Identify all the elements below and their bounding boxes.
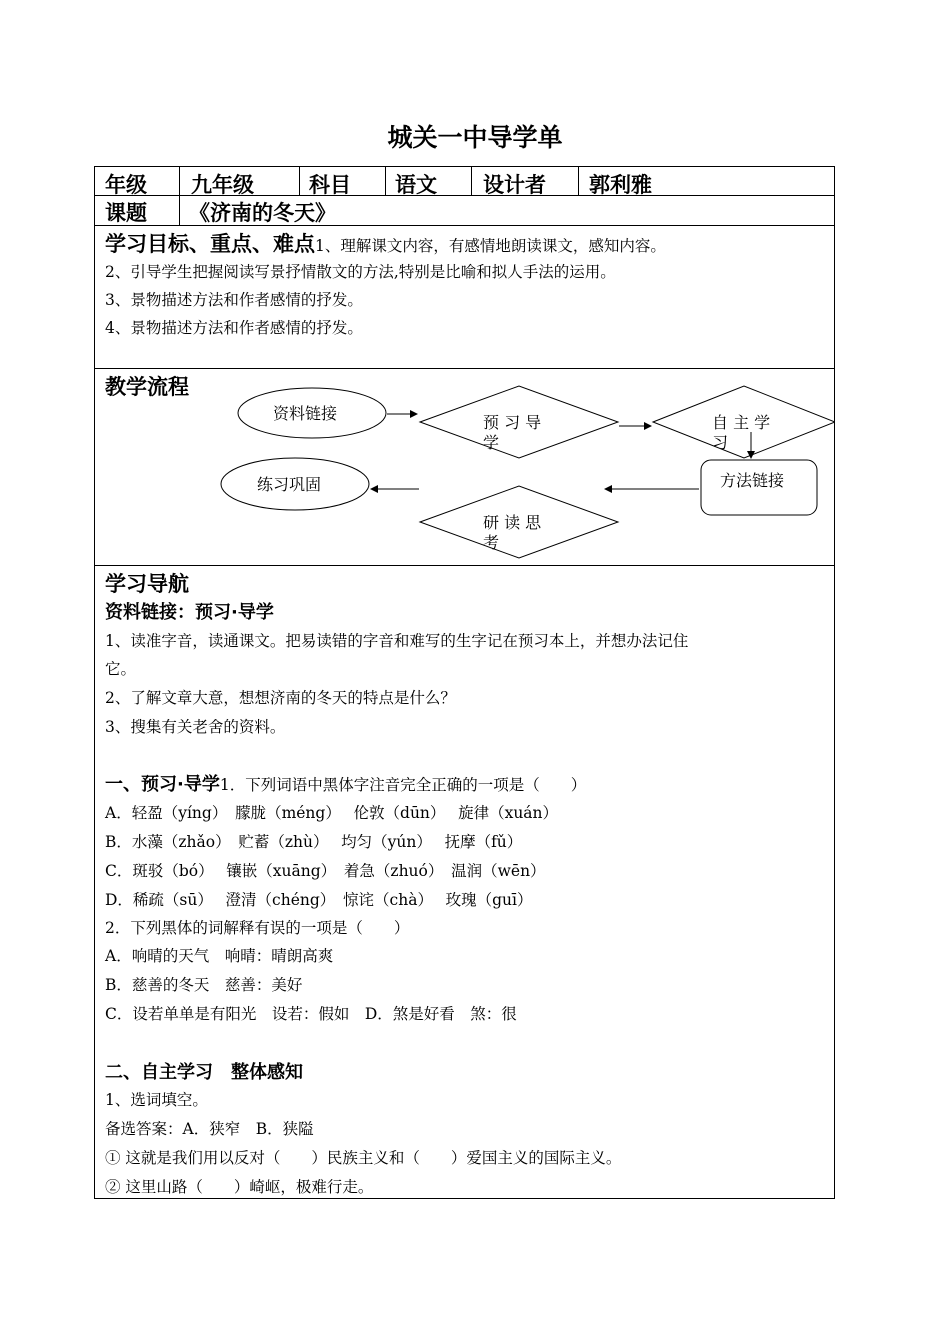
materials-node-label: 资料链接 — [273, 404, 338, 423]
nav-line: 它。 — [105, 660, 137, 678]
table-divider — [471, 167, 472, 195]
answer-option: C．设若单单是有阳光 设若：假如 D．煞是好看 煞：很 — [105, 1005, 517, 1023]
self-study-node-label: 自 主 学 — [712, 413, 771, 432]
answer-option: C．斑驳（bó） 镶嵌（xuāng） 着急（zhuó） 温润（wēn） — [105, 862, 546, 880]
preview-node-label: 学 — [483, 433, 500, 452]
section2-line: 1、选词填空。 — [105, 1091, 208, 1109]
answer-option: A．轻盈（yíng） 朦胧（méng） 伦敦（dūn） 旋律（xuán） — [105, 804, 559, 822]
designer-value: 郭利雅 — [589, 173, 652, 197]
table-divider — [95, 565, 834, 566]
nav-line: 1、读准字音，读通课文。把易读错的字音和难写的生字记在预习本上，并想办法记住 — [105, 632, 689, 650]
question-text: 1．下列词语中黑体字注音完全正确的一项是（ ） — [219, 776, 587, 794]
nav-heading: 学习导航 — [105, 572, 189, 596]
section2-line: 备选答案：A．狭窄 B．狭隘 — [105, 1120, 314, 1138]
research-node-label: 研 读 思 — [483, 513, 542, 532]
answer-option: B．水藻（zhǎo） 贮蓄（zhù） 均匀（yún） 抚摩（fǔ） — [105, 833, 523, 851]
answer-option: A．响晴的天气 响晴：晴朗高爽 — [105, 947, 334, 965]
objectives-heading: 学习目标、重点、难点 — [105, 232, 315, 256]
nav-line: 3、搜集有关老舍的资料。 — [105, 718, 286, 736]
table-divider — [385, 167, 386, 195]
method-node-label: 方法链接 — [720, 471, 785, 490]
objectives-line-1 — [105, 228, 666, 258]
table-divider — [299, 167, 300, 195]
flow-heading: 教学流程 — [105, 375, 189, 399]
teaching-flow-diagram — [95, 368, 835, 565]
guide-table — [94, 166, 835, 1199]
objective-item: 2、引导学生把握阅读写景抒情散文的方法,特别是比喻和拟人手法的运用。 — [105, 263, 616, 281]
research-node-label: 考 — [483, 533, 500, 552]
practice-node-label: 练习巩固 — [257, 475, 322, 494]
section2-heading: 二、自主学习 整体感知 — [105, 1062, 303, 1083]
designer-label: 设计者 — [483, 173, 546, 197]
section2-line: ② 这里山路（ ）崎岖，极难行走。 — [105, 1178, 374, 1196]
page-title: 城关一中导学单 — [387, 123, 563, 152]
objective-item: 1、理解课文内容，有感情地朗读课文，感知内容。 — [315, 237, 666, 255]
topic-label: 课题 — [105, 201, 147, 225]
answer-option: B．慈善的冬天 慈善：美好 — [105, 976, 303, 994]
objective-item: 4、景物描述方法和作者感情的抒发。 — [105, 319, 363, 337]
question-text: 2．下列黑体的词解释有误的一项是（ ） — [105, 919, 410, 937]
subject-value: 语文 — [395, 173, 437, 197]
grade-value: 九年级 — [191, 173, 254, 197]
grade-label: 年级 — [105, 173, 147, 197]
preview-node-label: 预 习 导 — [483, 413, 542, 432]
table-divider — [578, 167, 579, 195]
section1-q1-line — [105, 770, 586, 796]
nav-subheading: 资料链接：预习·导学 — [105, 602, 274, 623]
topic-value: 《济南的冬天》 — [189, 201, 336, 225]
self-study-node-label: 习 — [712, 433, 729, 452]
nav-line: 2、了解文章大意，想想济南的冬天的特点是什么？ — [105, 689, 456, 707]
subject-label: 科目 — [309, 173, 351, 197]
answer-option: D．稀疏（sū） 澄清（chéng） 惊诧（chà） 玫瑰（guī） — [105, 891, 533, 909]
section1-heading: 一、预习·导学 — [105, 774, 220, 795]
table-divider — [179, 167, 180, 225]
objective-item: 3、景物描述方法和作者感情的抒发。 — [105, 291, 363, 309]
section2-line: ① 这就是我们用以反对（ ）民族主义和（ ）爱国主义的国际主义。 — [105, 1149, 622, 1167]
